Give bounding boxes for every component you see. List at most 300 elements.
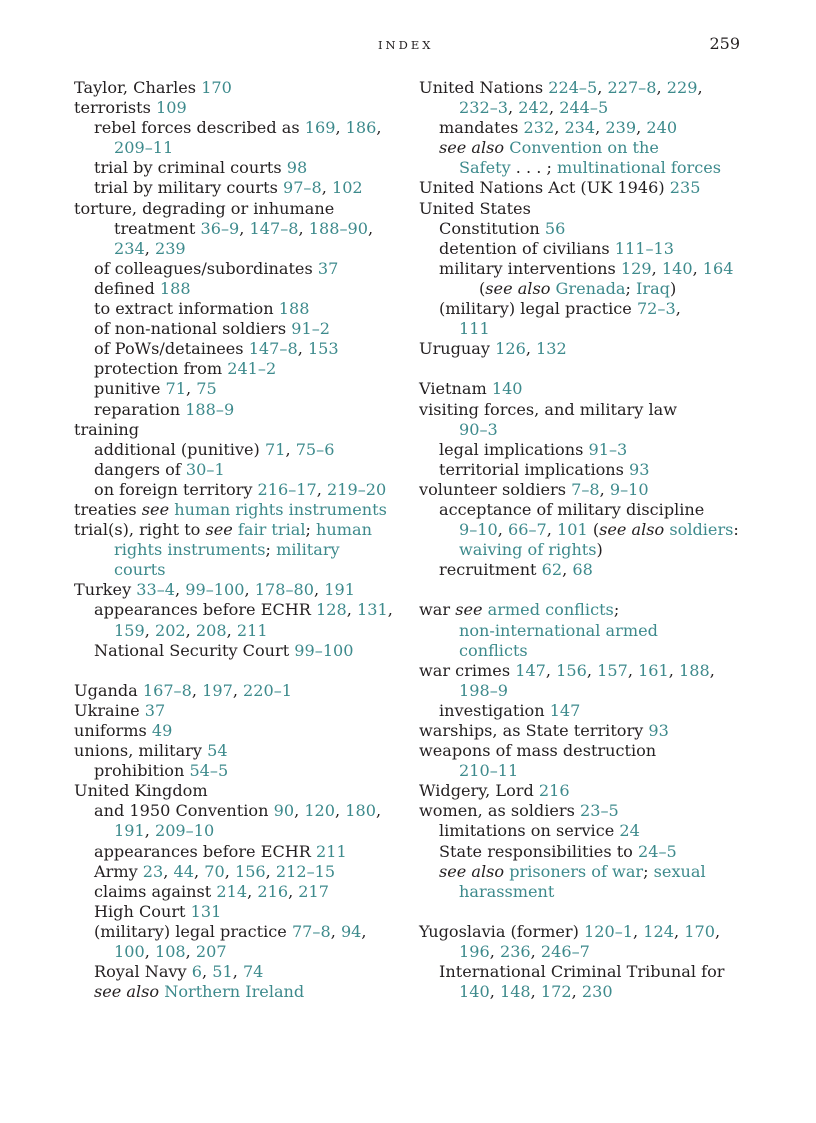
page-reference-link[interactable]: 24–5 [637,841,677,861]
page-reference-link[interactable]: 202 [154,620,186,640]
page-reference-link[interactable]: 220–1 [243,680,293,700]
page-reference-link[interactable]: human rights instruments [174,499,387,519]
index-subentry [419,761,749,781]
index-text: ( [479,278,486,298]
see-also-italic: see also [439,861,505,881]
index-text: , [232,962,243,982]
page-reference-link[interactable]: 71 [264,439,286,459]
page-reference-link[interactable]: 72–3 [636,299,676,319]
page-reference-link[interactable]: 169 [304,118,336,138]
page-reference-link[interactable]: 239 [605,118,637,138]
index-text: , [595,118,606,138]
index-text: , [489,942,500,962]
page-reference-link[interactable]: 227–8 [607,78,657,97]
page-reference-link[interactable]: 186 [345,118,377,138]
index-subentry [74,560,399,580]
index-text: of non-national soldiers [94,319,292,339]
index-subentry [74,259,399,279]
page-reference-link[interactable]: 217 [298,881,330,901]
page-reference-link[interactable]: 216 [538,781,570,801]
page-reference-link[interactable]: 153 [307,339,339,359]
index-subentry [419,259,749,279]
index-text: of PoWs/detainees [94,339,249,359]
index-text: , [335,801,346,821]
page-reference-link[interactable]: 211 [316,841,347,861]
index-subentry [74,882,399,902]
index-subentry [419,621,749,641]
page-reference-link[interactable]: 244–5 [559,98,609,118]
index-subentry [74,158,399,178]
page-reference-link[interactable]: 77–8 [291,921,331,941]
index-text: Turkey [74,580,137,600]
page-reference-link[interactable]: 23–5 [579,801,619,821]
page-reference-link[interactable]: 211 [236,620,268,640]
index-text: mandates [439,118,524,138]
page-reference-link[interactable]: 172 [540,982,572,1002]
index-entry [419,721,749,741]
index-text: , [285,439,296,459]
index-text: , [651,258,662,278]
index-text: , [294,801,305,821]
index-text: , [545,660,557,680]
index-text: , [697,78,703,97]
index-subentry [74,942,399,962]
index-text: of colleagues/subordinates [94,258,318,278]
index-subentry [74,219,399,239]
index-entry [74,98,399,118]
index-text: ; [625,278,637,298]
page-reference-link[interactable]: prisoners of war [509,861,644,881]
page-reference-link[interactable]: 75–6 [295,439,335,459]
index-text: , [586,660,598,680]
page-reference-link[interactable]: Safety [459,158,511,178]
page-reference-link[interactable]: 234 [114,238,145,258]
page-reference-link[interactable]: 129 [620,258,652,278]
index-text: on foreign territory [94,479,258,499]
index-text: trial by criminal courts [94,158,287,178]
see-also-italic: see also [94,982,160,1002]
page-number: 259 [709,34,740,53]
page-reference-link[interactable]: 188 [159,278,191,298]
index-text: Taylor, Charles [74,78,202,97]
page-reference-link[interactable]: 37 [144,700,166,720]
page-reference-link[interactable]: 140 [491,379,523,399]
index-text: warships, as State territory [419,721,649,740]
index-subentry [74,138,399,158]
page-reference-link[interactable]: 7–8 [571,479,600,499]
page-reference-link[interactable]: 241–2 [227,359,277,379]
page-reference-link[interactable]: 9–10 [459,520,498,540]
index-text: , [525,339,537,359]
index-text: , [367,218,374,238]
index-subentry [419,681,749,701]
page-reference-link[interactable]: 191 [324,580,355,600]
index-entry [419,400,749,420]
page-reference-link[interactable]: 188 [278,299,310,319]
page-reference-link[interactable]: 209–10 [154,821,215,841]
index-text: , [144,238,155,258]
page-reference-link[interactable]: 109 [156,98,187,118]
index-entry [419,781,749,801]
page-reference-link[interactable]: 170 [201,78,232,97]
index-text: war crimes [419,660,516,680]
page-reference-link[interactable]: 90 [273,801,295,821]
page-reference-link[interactable]: 157 [597,660,628,680]
page-reference-link[interactable]: 108 [154,942,186,962]
index-entry [419,199,749,219]
index-text: (military) legal practice [94,921,292,941]
page-reference-link[interactable]: 216–17 [257,479,317,499]
page-reference-link[interactable]: military [276,540,340,560]
index-text: prohibition [94,761,190,781]
page-reference-link[interactable]: 198–9 [459,680,509,700]
page-reference-link[interactable]: 191 [114,821,145,841]
index-text: , [375,801,382,821]
page-reference-link[interactable]: 216 [257,881,289,901]
index-text: , [530,942,541,962]
index-subentry [74,359,399,379]
page-reference-link[interactable]: 159 [114,620,145,640]
page-reference-link[interactable]: Grenada [555,278,626,298]
index-text: International Criminal Tribunal for [439,962,725,982]
index-subentry [419,641,749,661]
page-reference-link[interactable]: 99–100 [294,640,354,660]
index-text: Widgery, Lord [419,781,539,801]
page-reference-link[interactable]: 102 [331,178,363,198]
index-text: , [636,118,647,138]
page-reference-link[interactable]: 210–11 [459,761,519,781]
index-column-right [419,78,749,1002]
index-text: treaties [74,499,142,519]
page-reference-link[interactable]: 147–8 [249,218,299,238]
page-reference-link[interactable]: 49 [151,721,173,740]
index-text: , [489,982,500,1002]
page-reference-link[interactable]: 70 [204,861,225,881]
index-subentry [419,942,749,962]
index-entry [74,580,399,600]
page-reference-link[interactable]: 224–5 [548,78,598,97]
page-reference-link[interactable]: 91–2 [291,319,331,339]
index-text: , [714,921,721,941]
index-text: training [74,419,140,439]
index-text: ; [613,600,620,620]
page-reference-link[interactable]: 74 [242,962,264,982]
page-reference-link[interactable]: 33–4 [136,580,176,600]
page-reference-link[interactable]: fair trial [237,520,306,540]
page-reference-link[interactable]: 156 [234,861,266,881]
page-reference-link[interactable]: 140 [661,258,693,278]
index-text: punitive [94,379,166,399]
index-subentry [419,962,749,982]
index-text: , [185,620,196,640]
page-reference-link[interactable]: 207 [195,942,227,962]
page-reference-link[interactable]: 36–9 [200,218,240,238]
index-subentry [74,460,399,480]
page-reference-link[interactable]: 148 [499,982,531,1002]
page-reference-link[interactable]: Northern Ireland [164,982,305,1002]
index-text: United States [419,198,531,218]
index-subentry [74,962,399,982]
index-subentry [74,178,399,198]
index-text: appearances before ECHR [94,600,317,620]
page-reference-link[interactable]: 219–20 [327,479,387,499]
page-reference-link[interactable]: multinational forces [557,158,722,178]
index-text: , [201,962,213,982]
page-reference-link[interactable]: 209–11 [114,138,174,158]
index-subentry [74,480,399,500]
index-subentry [74,801,399,821]
index-subentry [74,540,399,560]
page-reference-link[interactable]: 94 [340,921,362,941]
index-text: trial(s), right to [74,520,206,540]
index-text: , [265,861,276,881]
page-reference-link[interactable]: 37 [317,258,339,278]
page-reference-link[interactable]: sexual [653,861,706,881]
index-text: United Nations [419,78,549,97]
index-subentry [74,821,399,841]
index-text: recruitment [439,560,542,580]
page-reference-link[interactable]: 208 [195,620,227,640]
index-entry [419,339,749,359]
entry-spacer [419,359,749,379]
index-text: Army [94,861,143,881]
page-reference-link[interactable]: conflicts [459,640,528,660]
index-text: and 1950 Convention [94,801,274,821]
index-text: , [335,118,346,138]
index-subentry [74,379,399,399]
page-reference-link[interactable]: 147 [549,700,581,720]
page-reference-link[interactable]: 132 [536,339,567,359]
index-text: , [330,921,341,941]
page-reference-link[interactable]: 93 [629,459,650,479]
index-text: Vietnam [419,379,492,399]
page-reference-link[interactable]: 214 [216,881,248,901]
index-text: , [316,479,328,499]
page-reference-link[interactable]: 234 [564,118,596,138]
page-reference-link[interactable]: 212–15 [275,861,336,881]
index-text: claims against [94,881,217,901]
index-text: , [297,339,308,359]
index-subentry [419,98,749,118]
page-reference-link[interactable]: 232 [523,118,555,138]
see-also-italic: see also [599,520,665,540]
page-reference-link[interactable]: rights instruments [114,540,266,560]
index-text: terrorists [74,98,157,118]
page-reference-link[interactable]: 44 [173,861,194,881]
index-text: investigation [439,700,550,720]
page-reference-link[interactable]: 120–1 [584,921,634,941]
page-reference-link[interactable]: non-international armed [459,620,658,640]
entry-spacer [419,580,749,600]
index-text: , [144,620,155,640]
page-reference-link[interactable]: 235 [669,178,701,198]
page-reference-link[interactable]: 180 [345,801,376,821]
index-text: Constitution [439,218,545,238]
index-entry [419,661,749,681]
index-text: detention of civilians [439,238,615,258]
page-reference-link[interactable]: 71 [165,379,187,399]
page-reference-link[interactable]: 128 [316,600,347,620]
page-reference-link[interactable]: 75 [196,379,217,399]
see-also-italic: see also [439,138,505,158]
page-reference-link[interactable]: 56 [544,218,566,238]
index-text: Ukraine [74,700,145,720]
index-text: Yugoslavia (former) [419,921,585,941]
page-reference-link[interactable]: 178–80 [254,580,315,600]
index-text: Royal Navy [94,962,192,982]
page-reference-link[interactable]: 97–8 [282,178,322,198]
index-text: women, as soldiers [419,801,580,821]
page-reference-link[interactable]: 167–8 [142,680,192,700]
page-reference-link[interactable]: 9–10 [609,479,649,499]
page-reference-link[interactable]: 239 [154,238,186,258]
index-subentry [74,299,399,319]
page-reference-link[interactable]: 100 [114,942,145,962]
page-reference-link[interactable]: 147 [515,660,546,680]
index-subentry [419,239,749,259]
index-text: , [562,560,573,580]
page-reference-link[interactable]: 156 [556,660,587,680]
index-text: , [244,580,255,600]
entry-spacer [74,661,399,681]
page-reference-link[interactable]: harassment [459,881,555,901]
index-text: legal implications [439,439,589,459]
page-reference-link[interactable]: 188–90 [308,218,368,238]
page-reference-link[interactable]: 161 [638,660,669,680]
index-text: , [226,620,237,640]
index-text: limitations on service [439,821,620,841]
page-reference-link[interactable]: human [316,520,372,540]
page-reference-link[interactable]: 188–9 [185,399,235,419]
index-text: , [186,379,197,399]
index-text: , [627,660,639,680]
page-reference-link[interactable]: 242 [518,98,549,118]
index-subentry [419,138,749,158]
index-subentry [74,118,399,138]
page-reference-link[interactable]: 91–3 [588,439,628,459]
index-text: uniforms [74,721,152,740]
index-text: rebel forces described as [94,118,305,138]
index-entry [419,78,749,98]
page-reference-link[interactable]: 54 [207,741,228,761]
index-text: torture, degrading or inhumane [74,198,335,218]
page-reference-link[interactable]: 246–7 [540,942,590,962]
index-subentry [74,339,399,359]
page-reference-link[interactable]: 197 [202,680,233,700]
page-reference-link[interactable]: armed conflicts [487,600,614,620]
page-reference-link[interactable]: 230 [581,982,613,1002]
index-text: , [175,580,186,600]
page-reference-link[interactable]: soldiers [669,520,734,540]
index-text: , [298,218,309,238]
page-reference-link[interactable]: 99–100 [185,580,245,600]
running-head-title: INDEX [378,38,434,52]
index-text: (military) legal practice [439,299,637,319]
index-subentry [419,420,749,440]
index-text: , [709,660,715,680]
index-text: ; [265,540,277,560]
index-text: , [656,78,667,97]
page-reference-link[interactable]: 62 [541,560,563,580]
page-reference-link[interactable]: 147–8 [248,339,298,359]
see-also-italic: see [455,600,483,620]
page-reference-link[interactable]: 131 [190,901,222,921]
page-reference-link[interactable]: 98 [286,158,308,178]
page-reference-link[interactable]: 66–7 [508,520,547,540]
page-reference-link[interactable]: 240 [646,118,678,138]
index-subentry [74,902,399,922]
index-entry [74,681,399,701]
index-text: ; [643,861,654,881]
page-reference-link[interactable]: 164 [702,258,734,278]
page-reference-link[interactable]: Convention on the [509,138,659,158]
index-subentry [74,922,399,942]
page-reference-link[interactable]: 236 [499,942,531,962]
index-text: , [144,942,155,962]
index-subentry [419,440,749,460]
index-text: defined [94,278,160,298]
page-reference-link[interactable]: 111–13 [614,238,675,258]
page-reference-link[interactable]: 101 [557,520,588,540]
index-subentry [419,158,749,178]
page-reference-link[interactable]: 229 [666,78,698,97]
index-text: war [419,600,456,620]
page-reference-link[interactable]: 68 [572,560,593,580]
page-reference-link[interactable]: 54–5 [189,761,229,781]
index-text: visiting forces, and military law [419,399,677,419]
page-reference-link[interactable]: 232–3 [459,98,509,118]
page-reference-link[interactable]: 170 [684,921,715,941]
index-text: ; [305,520,317,540]
index-text: , [530,982,541,1002]
index-text: United Nations Act (UK 1946) [419,178,670,198]
page-reference-link[interactable]: 23 [142,861,164,881]
index-subentry [419,279,749,299]
index-text: protection from [94,359,228,379]
page-reference-link[interactable]: 111 [459,319,490,339]
page-reference-link[interactable]: 24 [619,821,640,841]
page-reference-link[interactable]: 131 [356,600,388,620]
page-reference-link[interactable]: 51 [212,962,233,982]
index-text: , [361,921,367,941]
index-entry [74,741,399,761]
page-reference-link[interactable]: 196 [459,942,490,962]
index-entry [74,199,399,219]
index-text: acceptance of military discipline [439,499,705,519]
page-reference-link[interactable]: 6 [191,962,202,982]
page-reference-link[interactable]: Iraq [636,278,670,298]
index-subentry [74,279,399,299]
page-reference-link[interactable]: 188 [679,660,710,680]
index-text: territorial implications [439,459,630,479]
index-text: , [224,861,235,881]
page-reference-link[interactable]: 90–3 [459,419,498,439]
index-text: United Kingdom [74,781,208,801]
index-text: Uruguay [419,339,496,359]
page-reference-link[interactable]: courts [114,560,166,580]
page-reference-link[interactable]: 140 [459,982,490,1002]
index-text: , [144,821,155,841]
page-reference-link[interactable]: 126 [495,339,526,359]
page-reference-link[interactable]: waiving of rights [459,540,597,560]
index-text: , [546,520,557,540]
page-reference-link[interactable]: 30–1 [185,459,225,479]
index-text: High Court [94,901,191,921]
page-reference-link[interactable]: 93 [648,721,669,740]
index-text: volunteer soldiers [419,479,572,499]
page-reference-link[interactable]: 124 [643,921,674,941]
page-reference-link[interactable]: 120 [304,801,336,821]
